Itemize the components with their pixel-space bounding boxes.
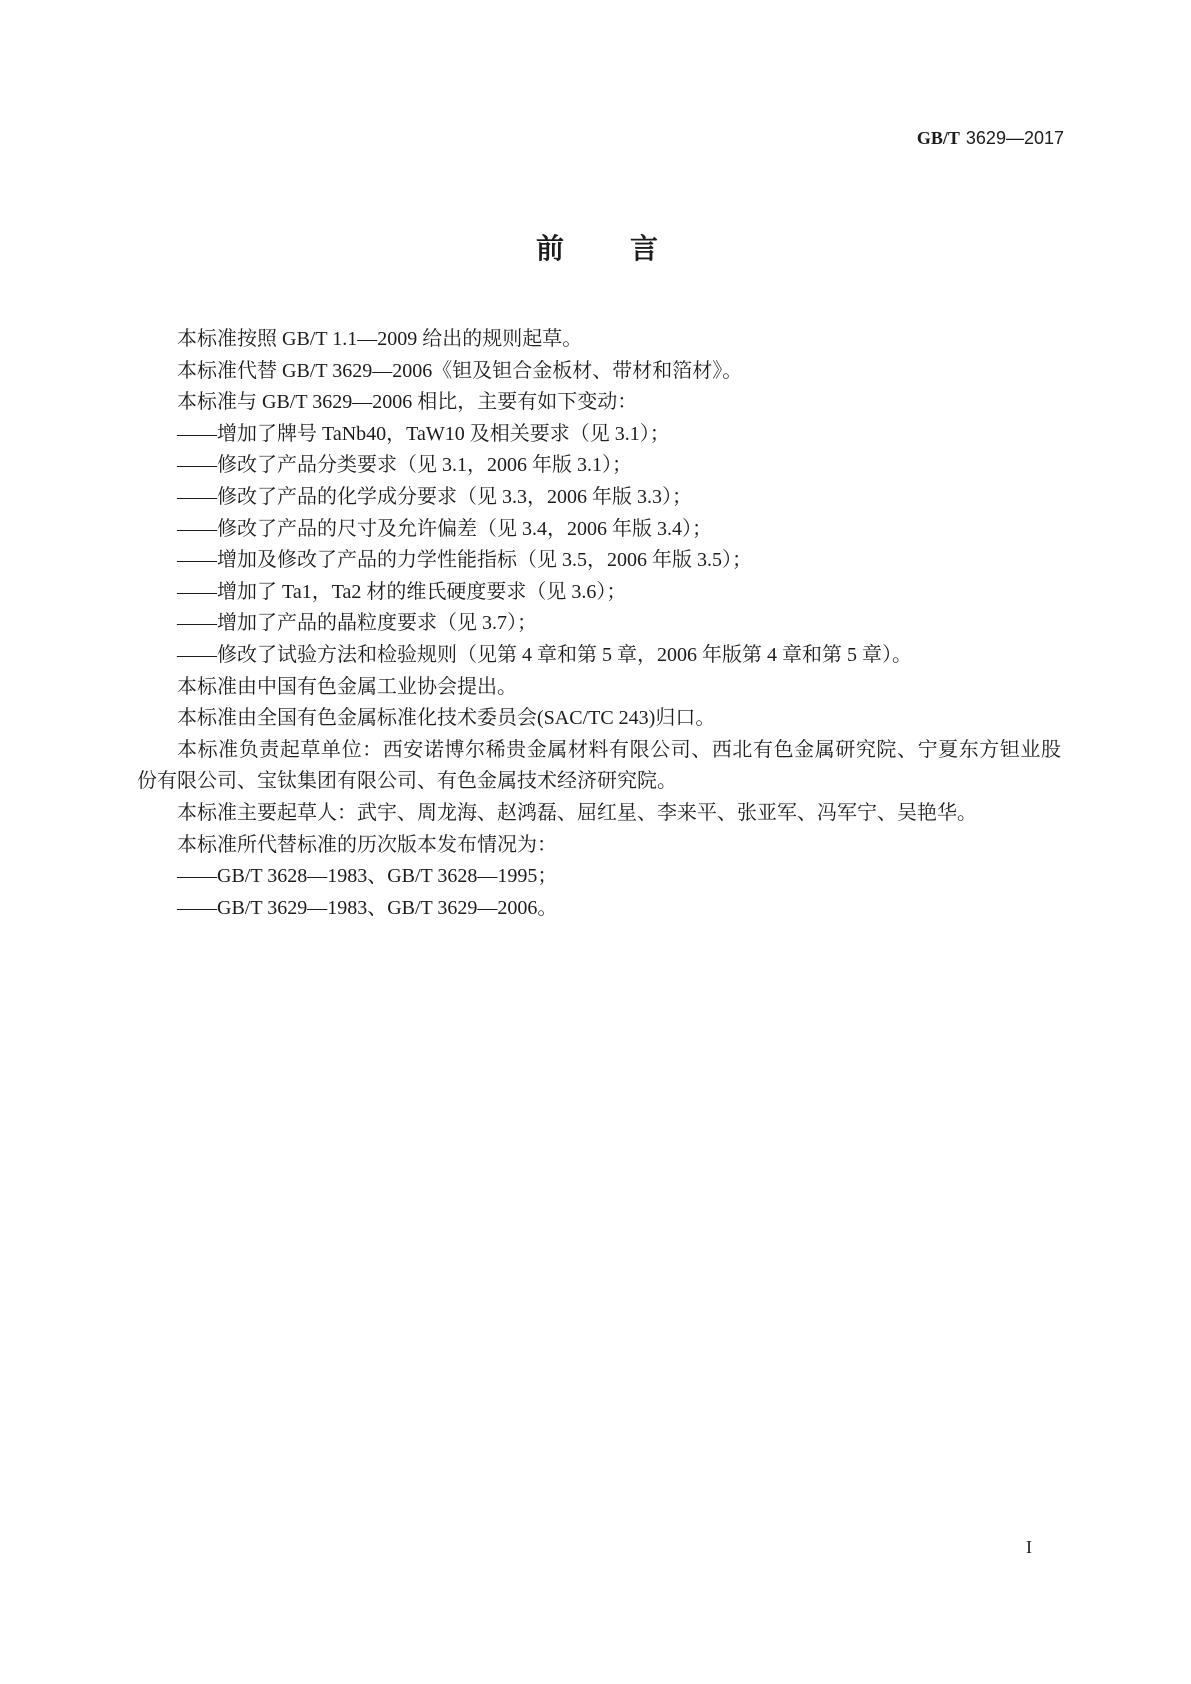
drafting-units-paragraph-continuation: 份有限公司、宝钛集团有限公司、有色金属技术经济研究院。 (137, 770, 677, 793)
change-list-item: ——修改了产品的尺寸及允许偏差（见 3.4，2006 年版 3.4）； (177, 517, 712, 540)
change-list-item: ——增加了产品的晶粒度要求（见 3.7）； (177, 612, 537, 635)
foreword-paragraph: 本标准由全国有色金属标准化技术委员会(SAC/TC 243)归口。 (177, 707, 716, 730)
change-list-item: ——增加了 Ta1，Ta2 材的维氏硬度要求（见 3.6）； (177, 580, 627, 603)
change-list-item: ——修改了产品分类要求（见 3.1，2006 年版 3.1）； (177, 454, 632, 477)
change-list-item: ——修改了产品的化学成分要求（见 3.3，2006 年版 3.3）； (177, 485, 692, 508)
change-list-item: ——增加及修改了产品的力学性能指标（见 3.5，2006 年版 3.5）； (177, 549, 752, 572)
foreword-paragraph: 本标准由中国有色金属工业协会提出。 (177, 675, 517, 698)
standard-code-header (917, 127, 1064, 149)
drafters-paragraph: 本标准主要起草人：武宇、周龙海、赵鸿磊、屈红星、李来平、张亚军、冯军宁、吴艳华。 (177, 801, 977, 824)
page-number: I (1026, 1537, 1032, 1557)
standard-code-prefix: GB/T (916, 128, 960, 148)
change-list-item: ——修改了试验方法和检验规则（见第 4 章和第 5 章，2006 年版第 4 章和第 5 章）。 (177, 643, 912, 666)
foreword-paragraph: 本标准与 GB/T 3629—2006 相比，主要有如下变动： (177, 391, 638, 414)
page-title: 前言 (536, 232, 725, 265)
standard-code-number: 3629—2017 (965, 128, 1064, 148)
change-list-item: ——增加了牌号 TaNb40，TaW10 及相关要求（见 3.1）； (177, 422, 670, 445)
foreword-paragraph: 本标准代替 GB/T 3629—2006《钽及钽合金板材、带材和箔材》。 (177, 359, 743, 382)
version-history-item: ——GB/T 3629—1983、GB/T 3629—2006。 (177, 896, 558, 919)
foreword-paragraph: 本标准所代替标准的历次版本发布情况为： (177, 833, 557, 856)
drafting-units-paragraph: 本标准负责起草单位：西安诺博尔稀贵金属材料有限公司、西北有色金属研究院、宁夏东方钽业股 (177, 738, 1061, 761)
foreword-paragraph: 本标准按照 GB/T 1.1—2009 给出的规则起草。 (177, 328, 583, 350)
version-history-item: ——GB/T 3628—1983、GB/T 3628—1995； (177, 865, 558, 888)
foreword-body (137, 324, 1061, 924)
